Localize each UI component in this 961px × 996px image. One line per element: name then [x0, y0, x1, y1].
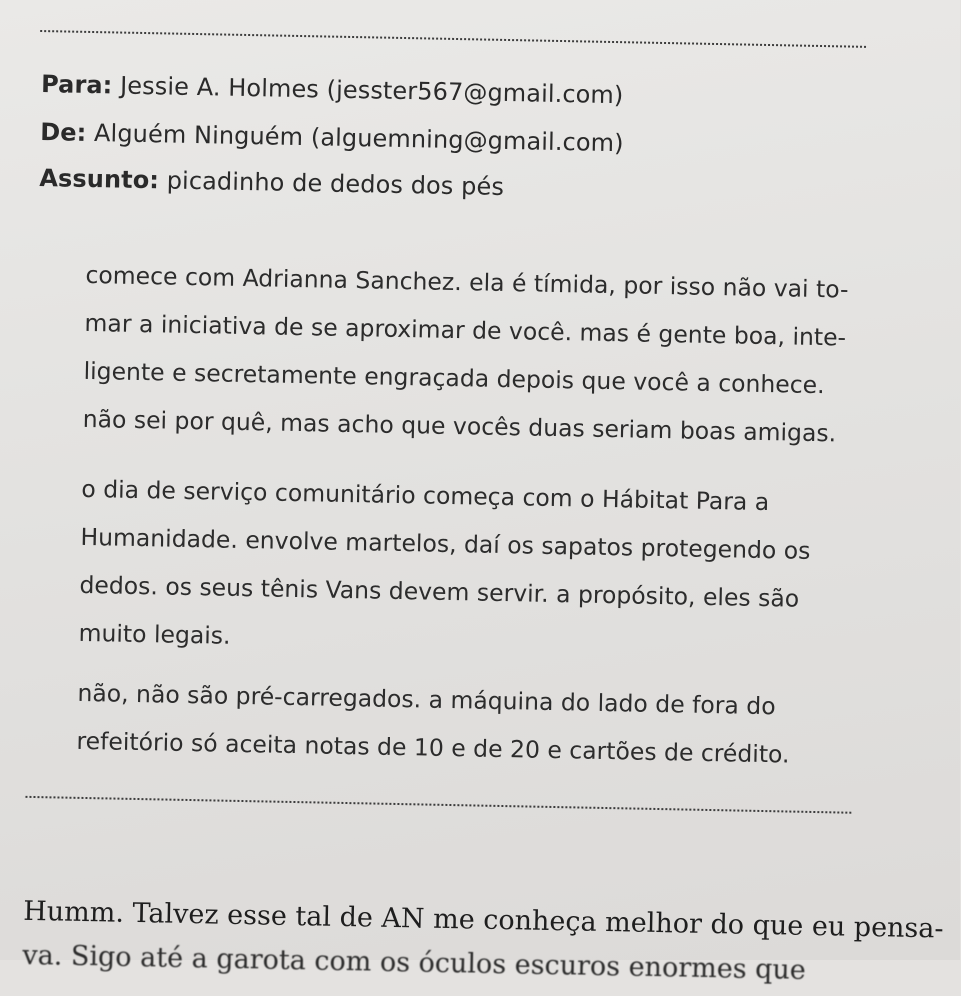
paragraph-line: não, não são pré-carregados. a máquina do lado de fora do	[77, 678, 776, 721]
paragraph-line: Humanidade. envolve martelos, daí os sapatos protegendo os	[80, 522, 811, 565]
email-paragraph-2	[78, 465, 852, 672]
email-paragraph-3	[76, 669, 848, 780]
email-from-label: De:	[39, 118, 87, 147]
paragraph-line: não sei por quê, mas acho que vocês duas seriam boas amigas.	[82, 404, 837, 448]
paragraph-line: comece com Adrianna Sanchez. ela é tímida, por isso não vai to-	[85, 260, 849, 304]
paragraph-line: o dia de serviço comunitário começa com o Hábitat Para a	[81, 474, 770, 517]
dotted-rule-top	[40, 30, 866, 48]
email-to-line	[41, 70, 624, 109]
email-from-value: Alguém Ninguém (alguemning@gmail.com)	[93, 119, 624, 158]
email-to-label: Para:	[40, 70, 113, 100]
paragraph-line: refeitório só aceita notas de 10 e de 20 e cartões de crédito.	[76, 726, 790, 769]
paragraph-line: muito legais.	[78, 618, 231, 650]
narrative-line: Humm. Talvez esse tal de AN me conheça melhor do que eu pensa-	[22, 895, 944, 945]
email-subject-label: Assunto:	[39, 164, 160, 195]
email-to-value: Jessie A. Holmes (jesster567@gmail.com)	[119, 71, 624, 110]
email-paragraph-1	[82, 251, 856, 458]
email-subject-value: picadinho de dedos dos pés	[166, 166, 505, 201]
paragraph-line: ligente e secretamente engraçada depois que você a conhece.	[83, 356, 825, 400]
narrative-text	[22, 890, 944, 994]
email-from-line	[40, 118, 624, 157]
paragraph-line: mar a iniciativa de se aproximar de você. mas é gente boa, inte-	[84, 308, 847, 352]
dotted-rule-bottom	[25, 796, 851, 814]
paragraph-line: dedos. os seus tênis Vans devem servir. a propósito, eles são	[79, 570, 800, 613]
narrative-line: va. Sigo até a garota com os óculos escuros enormes que	[22, 939, 807, 986]
email-subject-line	[39, 164, 504, 201]
